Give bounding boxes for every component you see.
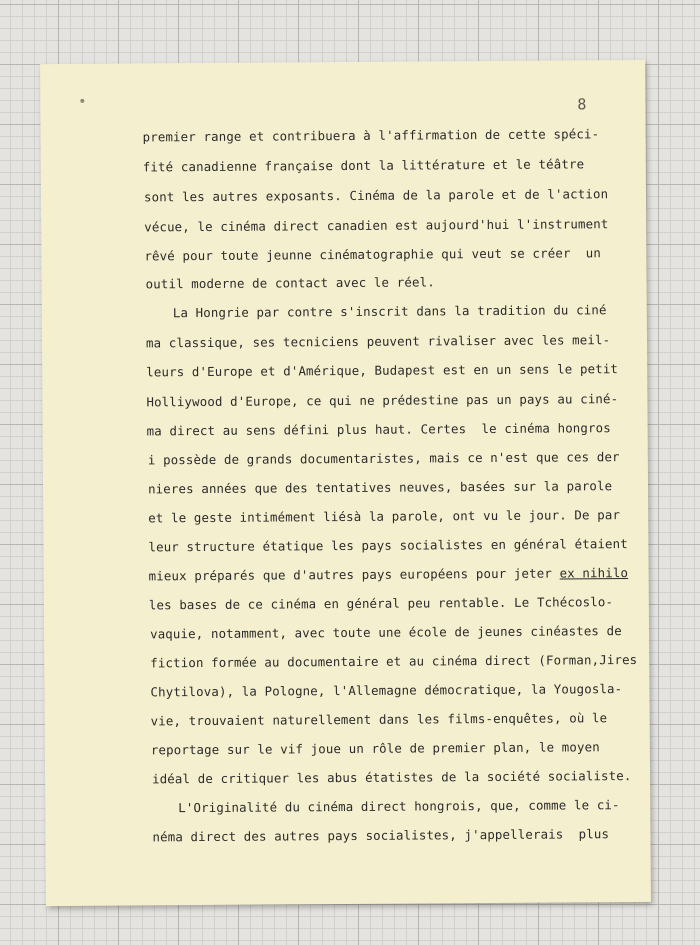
text-line: fiction formée au documentaire et au cinéma direct (Forman,Jires [150, 651, 638, 671]
text-line: nieres années que des tentatives neuves, basées sur la parole [147, 478, 613, 497]
text-line: fité canadienne française dont la littérature et le téâtre [142, 156, 585, 175]
text-line: ma classique, ses tecniciens peuvent rivaliser avec les meil- [145, 332, 611, 351]
text-line: vécue, le cinéma direct canadien est aujourd'hui l'instrument [144, 216, 609, 235]
text-line: néma direct des autres pays socialistes, j'appellerais plus [152, 826, 610, 845]
text-line: premier range et contribuera à l'affirmation de cette spéci- [142, 126, 600, 145]
text-line: i possède de grands documentaristes, mais ce n'est que ces der [147, 449, 620, 468]
text-line: reportage sur le vif joue un rôle de premier plan, le moyen [150, 739, 600, 758]
text-line: ma direct au sens défini plus haut. Certes le cinéma hongros [146, 420, 611, 439]
text-line: leurs d'Europe et d'Amérique, Budapest est en un sens le petit [146, 361, 619, 380]
text-line: Holliywood d'Europe, ce qui ne prédestine pas un pays au ciné- [146, 391, 619, 410]
text-line: sont les autres exposants. Cinéma de la parole et de l'action [143, 186, 609, 205]
text-line: leur structure étatique les pays socialistes en général étaient [148, 536, 628, 555]
body-text [40, 60, 651, 906]
typewritten-page [40, 60, 651, 906]
text-line: Chytilova), la Pologne, l'Allemagne démocratique, la Yougosla- [150, 681, 623, 700]
text-line: idéal de critiquer les abus étatistes de la société socialiste. [152, 768, 632, 787]
text-line: La Hongrie par contre s'inscrit dans la tradition du ciné [172, 302, 607, 321]
text-line: vie, trouvaient naturellement dans les films-enquêtes, où le [150, 710, 608, 729]
text-line: et le geste intimément liésà la parole, ont vu le jour. De par [148, 507, 621, 526]
page-number: 8 [577, 95, 587, 114]
text-line: mieux préparés que d'autres pays européens pour jeter ex nihilo [148, 565, 629, 584]
text-line: les bases de ce cinéma en général peu rentable. Le Tchécoslo- [148, 594, 614, 613]
text-line: vaquie, notamment, avec toute une école de jeunes cinéastes de [149, 623, 622, 642]
underlined-phrase: ex nihilo [559, 565, 629, 581]
text-line: L'Originalité du cinéma direct hongrois, que, comme le ci- [178, 797, 620, 816]
text-line: rêvé pour toute jeunne cinématographie qui veut se créer un [144, 245, 602, 264]
text-line: outil moderne de contact avec le réel. [145, 274, 435, 292]
